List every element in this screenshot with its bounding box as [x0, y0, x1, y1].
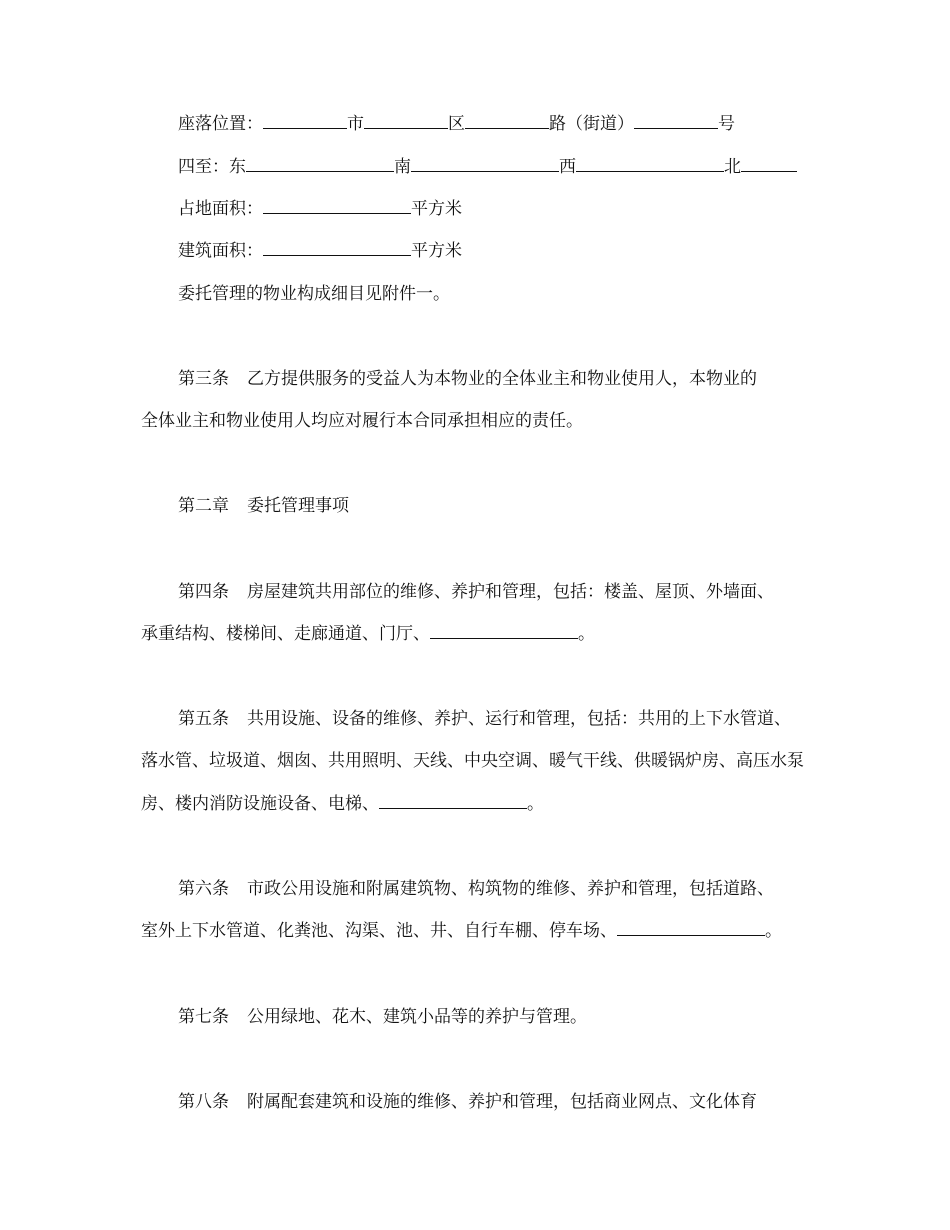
article5-text1: 共用设施、设备的维修、养护、运行和管理，包括：共用的上下水管道、 — [247, 709, 791, 729]
building-area-line — [178, 239, 462, 263]
boundaries-line — [178, 155, 797, 179]
land-area-unit: 平方米 — [411, 199, 462, 219]
article5-line1 — [178, 707, 791, 731]
chapter2-heading — [178, 494, 349, 518]
district-suffix: 区 — [448, 114, 465, 134]
south-label: 南 — [394, 157, 411, 177]
article5-blank[interactable] — [379, 792, 527, 809]
article3-line2: 全体业主和物业使用人均应对履行本合同承担相应的责任。 — [141, 411, 583, 431]
west-label: 西 — [559, 157, 576, 177]
article7-number: 第七条 — [178, 1007, 229, 1027]
article4-end: 。 — [578, 624, 595, 644]
article5-text3: 房、楼内消防设施设备、电梯、 — [141, 794, 379, 814]
land-area-label: 占地面积： — [178, 199, 263, 219]
building-area-unit: 平方米 — [411, 241, 462, 261]
land-area-line — [178, 197, 462, 221]
land-area-blank[interactable] — [263, 197, 411, 214]
article6-number: 第六条 — [178, 879, 229, 899]
article8-line1 — [178, 1090, 757, 1114]
number-suffix: 号 — [718, 114, 735, 134]
city-blank[interactable] — [263, 112, 347, 129]
article6-line1 — [178, 877, 774, 901]
article6-end: 。 — [765, 921, 782, 941]
article4-text2: 承重结构、楼梯间、走廊通道、门厅、 — [141, 624, 430, 644]
chapter2-number: 第二章 — [178, 496, 229, 516]
article6-text1: 市政公用设施和附属建筑物、构筑物的维修、养护和管理，包括道路、 — [247, 879, 774, 899]
article6-text2: 室外上下水管道、化粪池、沟渠、池、井、自行车棚、停车场、 — [141, 921, 617, 941]
article8-number: 第八条 — [178, 1092, 229, 1112]
article3-text1: 乙方提供服务的受益人为本物业的全体业主和物业使用人，本物业的 — [247, 369, 757, 389]
district-blank[interactable] — [364, 112, 448, 129]
building-area-label: 建筑面积： — [178, 241, 263, 261]
article7-text1: 公用绿地、花木、建筑小品等的养护与管理。 — [247, 1007, 587, 1027]
location-line — [178, 112, 735, 136]
article5-line2: 落水管、垃圾道、烟囱、共用照明、天线、中央空调、暖气干线、供暖锅炉房、高压水泵 — [141, 751, 804, 771]
article4-number: 第四条 — [178, 582, 229, 602]
article5-number: 第五条 — [178, 709, 229, 729]
road-suffix: 路（街道） — [549, 114, 634, 134]
boundaries-label: 四至：东 — [178, 157, 246, 177]
article5-line3 — [141, 792, 544, 816]
east-blank[interactable] — [246, 155, 394, 172]
south-blank[interactable] — [411, 155, 559, 172]
article4-text1: 房屋建筑共用部位的维修、养护和管理，包括：楼盖、屋顶、外墙面、 — [247, 582, 774, 602]
north-label: 北 — [724, 157, 741, 177]
article5-end: 。 — [527, 794, 544, 814]
north-blank[interactable] — [741, 155, 797, 172]
west-blank[interactable] — [576, 155, 724, 172]
building-area-blank[interactable] — [263, 239, 411, 256]
article3-line1 — [178, 367, 757, 391]
article6-line2 — [141, 919, 782, 943]
number-blank[interactable] — [634, 112, 718, 129]
article8-text1: 附属配套建筑和设施的维修、养护和管理，包括商业网点、文化体育 — [247, 1092, 757, 1112]
article7-line1 — [178, 1005, 587, 1029]
city-suffix: 市 — [347, 114, 364, 134]
article4-line1 — [178, 580, 774, 604]
article4-blank[interactable] — [430, 622, 578, 639]
location-label: 座落位置： — [178, 114, 263, 134]
article4-line2 — [141, 622, 595, 646]
chapter2-title: 委托管理事项 — [247, 496, 349, 516]
article3-number: 第三条 — [178, 369, 229, 389]
article6-blank[interactable] — [617, 919, 765, 936]
road-blank[interactable] — [465, 112, 549, 129]
annex-note: 委托管理的物业构成细目见附件一。 — [178, 284, 450, 304]
